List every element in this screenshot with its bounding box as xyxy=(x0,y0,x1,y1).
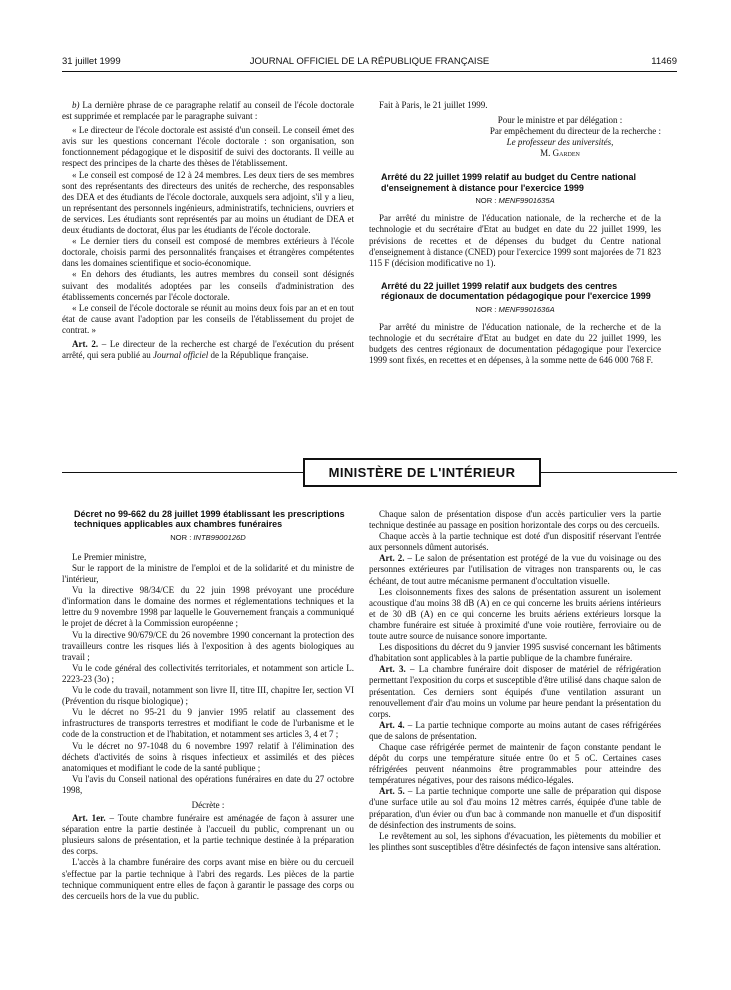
article-1 xyxy=(62,813,354,857)
paragraph: Vu le décret no 97-1048 du 6 novembre 1997 relatif à l'élimination des déchets d'activités de soins à risques infectieux et assimilés et des pièces anatomiques et modifiant le code de la santé publique ; xyxy=(62,740,354,773)
article-text: – La chambre funéraire doit disposer de matériel de réfrigération permettant l'exposition du corps et susceptible d'être utilisé dans chaque salon de présentation. Ces derniers sont équipés d'une ventilation assurant un renouvellement d'air d'au moins un volume par heure pendant la présentation du corps. xyxy=(369,664,661,719)
decree-title: Décret no 99-662 du 28 juillet 1999 établissant les prescriptions techniques applicables aux chambres funéraires xyxy=(74,509,345,530)
paragraph-lead: b) xyxy=(72,100,80,110)
header-date: 31 juillet 1999 xyxy=(62,56,121,67)
decrete-heading: Décrète : xyxy=(191,799,225,810)
header-rule xyxy=(62,71,677,72)
paragraph: Par arrêté du ministre de l'éducation nationale, de la recherche et de la technologie et du secrétaire d'Etat au budget en date du 22 juillet 1999, les prévisions de recettes et de dépenses du budget du Centre national d'enseignement à distance (CNED) pour l'exercice 1999 sont majorées de 71 823 115 F (décision modificative no 1). xyxy=(369,213,661,268)
nor-code: INTB9900126D xyxy=(193,532,246,542)
article-5 xyxy=(369,786,661,830)
article-2 xyxy=(369,553,661,586)
bottom-left-column xyxy=(62,509,354,902)
paragraph: Par arrêté du ministre de l'éducation nationale, de la recherche et de la technologie et du secrétaire d'Etat au budget en date du 22 juillet 1999, les budgets des centres régionaux de documentation pédagogique pour l'exercice 1999 sont fixés, en recettes et en dépenses, à la somme nette de 646 000 768 F. xyxy=(369,321,661,366)
paragraph: Vu l'avis du Conseil national des opérations funéraires en date du 27 octobre 1998, xyxy=(62,773,354,795)
article-text: – Le salon de présentation est protégé de la vue du voisinage ou des personnes extérieures par l'utilisation de vitrages non transparents ou, le cas échéant, de tout autre mécanisme permanent d'occultation visuelle. xyxy=(369,553,661,586)
top-right-column xyxy=(369,100,661,366)
paragraph: Vu la directive 98/34/CE du 22 juin 1998 prévoyant une procédure d'information dans le domaine des normes et réglementations techniques et la lettre du 9 novembre 1998 par laquelle le Gouvernement français a communiqué le projet de décret à la Commission européenne ; xyxy=(62,585,354,629)
article-text: – Le directeur de la recherche est chargé de l'exécution du présent arrêté, qui sera publié au xyxy=(62,338,354,361)
place-date: Fait à Paris, le 21 juillet 1999. xyxy=(379,100,488,110)
nor-reference xyxy=(369,304,661,315)
paragraph-text: La dernière phrase de ce paragraphe relatif au conseil de l'école doctorale est supprimée et remplacée par le paragraphe suivant : xyxy=(62,100,354,122)
nor-label: NOR : xyxy=(475,304,499,314)
paragraph: Les dispositions du décret du 9 janvier 1995 susvisé concernant les bâtiments d'habitation sont applicables à la partie publique de la chambre funéraire. xyxy=(369,642,661,664)
article-text: – Toute chambre funéraire est aménagée de façon à assurer une séparation entre la partie destinée à l'accueil du public, comprenant un ou plusieurs salons de présentation, et la partie technique destinée à la préparation des corps. xyxy=(62,813,354,857)
paragraph: Sur le rapport de la ministre de l'emploi et de la solidarité et du ministre de l'intérieur, xyxy=(62,563,354,585)
paragraph: Vu la directive 90/679/CE du 26 novembre 1990 concernant la protection des travailleurs contre les risques liés à l'exposition à des agents biologiques au travail ; xyxy=(62,629,354,662)
paragraph: L'accès à la chambre funéraire des corps avant mise en bière ou du cercueil s'effectue par la partie technique à l'abri des regards. Les pièces de la partie technique communiquent entre elles de façon à garantir le passage des corps ou des cercueils hors de la vue du public. xyxy=(62,857,354,901)
signatory-name xyxy=(369,148,661,159)
signature-line: Par empêchement du directeur de la recherche : xyxy=(489,126,661,137)
article-text: – La partie technique comporte une salle de préparation qui dispose d'une surface utile au sol d'au moins 12 mètres carrés, équipée d'une table de préparation, d'un évier ou d'un bac à commande non manuelle et d'un dispositif de désinfection des instruments de soins. xyxy=(369,786,661,830)
paragraph: Les cloisonnements fixes des salons de présentation assurent un isolement acoustique d'au moins 38 dB (A) en ce qui concerne les bruits aériens intérieurs et de 30 dB (A) en ce qui concerne les bruits aériens extérieurs lorsque la chambre funéraire est située à proximité d'une voie routière, ferroviaire ou de toute autre source de nuisance sonore importante. xyxy=(369,586,661,642)
journal-name: Journal officiel xyxy=(152,350,209,361)
paragraph: « Le conseil de l'école doctorale se réunit au moins deux fois par an et en tout état de cause avant l'adoption par les conseils de l'établissement du projet de contrat. » xyxy=(62,302,354,335)
paragraph: Chaque salon de présentation dispose d'un accès particulier vers la partie technique destinée au passage en position horizontale des corps ou des cercueils. xyxy=(369,509,661,531)
paragraph: Le Premier ministre, xyxy=(72,551,147,562)
paragraph: Chaque accès à la partie technique est doté d'un dispositif réservant l'entrée aux personnels dûment autorisés. xyxy=(369,531,661,553)
paragraph xyxy=(62,100,354,122)
article-2 xyxy=(62,339,354,361)
paragraph: « Le conseil est composé de 12 à 24 membres. Les deux tiers de ses membres sont des représentants des directeurs des unités de recherche, des responsables des DEA et des étudiants de l'école doctorale, auxquels sera adjoint, s'il y a lieu, un représentant des personnels ingénieurs, administratifs, techniciens, ouvriers et de services. Les étudiants sont représentés par au moins un étudiant de DEA et deux étudiants de doctorat, élus par les étudiants de l'école doctorale. xyxy=(62,169,354,236)
paragraph: « Le directeur de l'école doctorale est assisté d'un conseil. Le conseil émet des avis sur les questions concernant l'école doctorale : son organisation, son fonctionnement pédagogique et le dispositif de suivi des doctorants. Il veille au respect des principes de la charte des thèses de l'établissement. xyxy=(62,125,354,169)
top-left-column xyxy=(62,100,354,361)
article-label: Art. 5. xyxy=(379,786,405,797)
paragraph: Chaque case réfrigérée permet de maintenir de façon constante pendant le dépôt du corps une température située entre 0o et 5 oC. Certaines cases réfrigérées peuvent néanmoins être programmables pour atteindre des températures négatives, pour des raisons médico-légales. xyxy=(369,741,661,786)
signature-title xyxy=(369,137,661,148)
header-journal-title: JOURNAL OFFICIEL DE LA RÉPUBLIQUE FRANÇAISE xyxy=(249,56,490,67)
ministry-title: MINISTÈRE DE L'INTÉRIEUR xyxy=(303,458,541,487)
nor-code: MENF9901636A xyxy=(498,304,555,314)
article-3 xyxy=(369,664,661,719)
decree-title: Arrêté du 22 juillet 1999 relatif aux budgets des centres régionaux de documentation pédagogique pour l'exercice 1999 xyxy=(381,280,651,302)
article-text: de la République française. xyxy=(208,350,309,361)
signatory-name-text: M. Garden xyxy=(540,148,580,159)
article-4 xyxy=(369,720,661,742)
paragraph: Le revêtement au sol, les siphons d'évacuation, les piètements du mobilier et les plinthes sont susceptibles d'être désinfectés de façon intensive sans altération. xyxy=(369,830,661,852)
paragraph: « En dehors des étudiants, les autres membres du conseil sont désignés suivant des modalités adoptées par les conseils d'administration des établissements concernés par l'école doctorale. xyxy=(62,269,354,302)
bottom-right-column xyxy=(369,509,661,853)
article-label: Art. 4. xyxy=(379,719,405,730)
signature-title-text: Le professeur des universités, xyxy=(506,137,614,148)
paragraph: « Le dernier tiers du conseil est composé de membres extérieurs à l'école doctorale, choisis parmi des personnalités françaises et étrangères compétentes dans les domaines scientifique et socio-économique. xyxy=(62,236,354,269)
nor-reference xyxy=(62,532,354,543)
article-label: Art. 2. xyxy=(379,553,405,564)
nor-label: NOR : xyxy=(170,532,194,542)
article-label: Art. 3. xyxy=(379,664,406,675)
paragraph: Vu le décret no 95-21 du 9 janvier 1995 relatif au classement des infrastructures de transports terrestres et modifiant le code de l'urbanisme et le code de la construction et de l'habitation, et notamment ses articles 3, 4 et 7 ; xyxy=(62,707,354,740)
article-label: Art. 1er. xyxy=(72,813,106,824)
page-header xyxy=(62,56,677,72)
header-page-number: 11469 xyxy=(651,56,677,67)
paragraph: Vu le code général des collectivités territoriales, et notamment son article L. 2223-23 (3o) ; xyxy=(62,662,354,684)
decree-title: Arrêté du 22 juillet 1999 relatif au budget du Centre national d'enseignement à distance pour l'exercice 1999 xyxy=(381,172,637,193)
article-label: Art. 2. xyxy=(72,338,99,349)
ministry-banner xyxy=(62,458,677,488)
nor-code: MENF9901635A xyxy=(498,196,555,206)
paragraph: Vu le code du travail, notamment son livre II, titre III, chapitre Ier, section VI (Prévention du risque biologique) ; xyxy=(62,685,354,707)
nor-reference xyxy=(369,195,661,206)
nor-label: NOR : xyxy=(475,196,499,206)
signature-line: Pour le ministre et par délégation : xyxy=(497,115,623,126)
article-text: – La partie technique comporte au moins autant de cases réfrigérées que de salons de présentation. xyxy=(369,719,661,741)
